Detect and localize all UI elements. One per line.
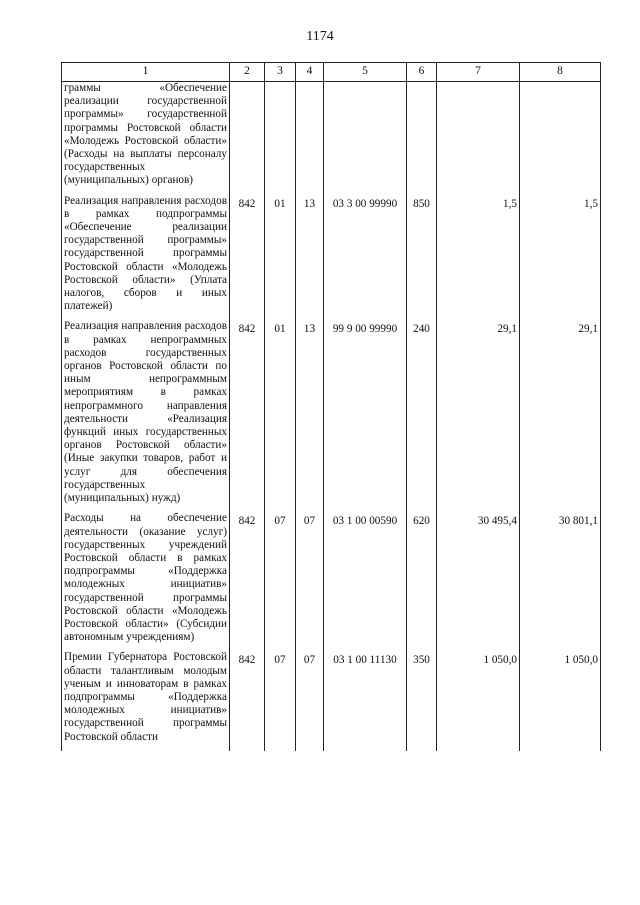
cell-expense-type: 240 xyxy=(407,320,437,512)
table-row xyxy=(62,195,601,321)
cell-ministry-code: 842 xyxy=(230,195,265,321)
column-header-7: 7 xyxy=(437,63,520,82)
cell-target-article: 03 1 00 11130 xyxy=(324,651,407,750)
cell-amount-year-1: 1,5 xyxy=(437,195,520,321)
row-description: Расходы на обеспечение деятельности (оказание услуг) государственных учреждений Ростовской области в рамках подпрограммы «Поддержка молодежных инициатив» государственной программы Ростовской области «Молодежь Ростовской области» (Субсидии автономным учреждениям) xyxy=(62,512,230,651)
row-description: Премии Губернатора Ростовской области талантливым молодым ученым и инноваторам в рамках подпрограммы «Поддержка молодежных инициатив» государственной программы Ростовской области xyxy=(62,651,230,750)
cell-amount-year-2: 1 050,0 xyxy=(520,651,601,750)
table-row xyxy=(62,82,601,195)
cell-amount-year-2 xyxy=(520,82,601,195)
cell-expense-type xyxy=(407,82,437,195)
column-header-8: 8 xyxy=(520,63,601,82)
cell-amount-year-1 xyxy=(437,82,520,195)
budget-table xyxy=(61,62,601,751)
column-header-3: 3 xyxy=(265,63,296,82)
cell-ministry-code: 842 xyxy=(230,320,265,512)
cell-subsection: 13 xyxy=(296,320,324,512)
cell-amount-year-1: 1 050,0 xyxy=(437,651,520,750)
cell-amount-year-1: 29,1 xyxy=(437,320,520,512)
cell-ministry-code: 842 xyxy=(230,651,265,750)
table-row xyxy=(62,512,601,651)
table-row xyxy=(62,320,601,512)
column-header-4: 4 xyxy=(296,63,324,82)
cell-ministry-code: 842 xyxy=(230,512,265,651)
header-row xyxy=(62,63,601,82)
cell-expense-type: 350 xyxy=(407,651,437,750)
cell-section: 07 xyxy=(265,512,296,651)
cell-amount-year-2: 30 801,1 xyxy=(520,512,601,651)
cell-amount-year-1: 30 495,4 xyxy=(437,512,520,651)
cell-section: 01 xyxy=(265,320,296,512)
column-header-2: 2 xyxy=(230,63,265,82)
cell-section: 07 xyxy=(265,651,296,750)
column-header-1: 1 xyxy=(62,63,230,82)
cell-expense-type: 850 xyxy=(407,195,437,321)
cell-target-article: 99 9 00 99990 xyxy=(324,320,407,512)
cell-target-article: 03 3 00 99990 xyxy=(324,195,407,321)
cell-subsection: 07 xyxy=(296,651,324,750)
cell-subsection xyxy=(296,82,324,195)
cell-amount-year-2: 29,1 xyxy=(520,320,601,512)
column-header-6: 6 xyxy=(407,63,437,82)
row-description: Реализация направления расходов в рамках непрограммных расходов государственных органов Ростовской области по иным непрограммным мероприятиям в рамках непрограммного направления деятельности «Реализация функций иных государственных органов Ростовской области» (Иные закупки товаров, работ и услуг для обеспечения государственных (муниципальных) нужд) xyxy=(62,320,230,512)
row-description: граммы «Обеспечение реализации государственной программы» государственной программы Ростовской области «Молодежь Ростовской области» (Расходы на выплаты персоналу государственных (муниципальных) органов) xyxy=(62,82,230,195)
cell-target-article: 03 1 00 00590 xyxy=(324,512,407,651)
cell-subsection: 13 xyxy=(296,195,324,321)
row-description: Реализация направления расходов в рамках подпрограммы «Обеспечение реализации государственной программы» государственной программы Ростовской области «Молодежь Ростовской области» (Уплата налогов, сборов и иных платежей) xyxy=(62,195,230,321)
column-header-5: 5 xyxy=(324,63,407,82)
page-number: 1174 xyxy=(306,29,334,44)
cell-ministry-code xyxy=(230,82,265,195)
cell-target-article xyxy=(324,82,407,195)
cell-section: 01 xyxy=(265,195,296,321)
table-row xyxy=(62,651,601,750)
cell-subsection: 07 xyxy=(296,512,324,651)
cell-amount-year-2: 1,5 xyxy=(520,195,601,321)
cell-expense-type: 620 xyxy=(407,512,437,651)
cell-section xyxy=(265,82,296,195)
